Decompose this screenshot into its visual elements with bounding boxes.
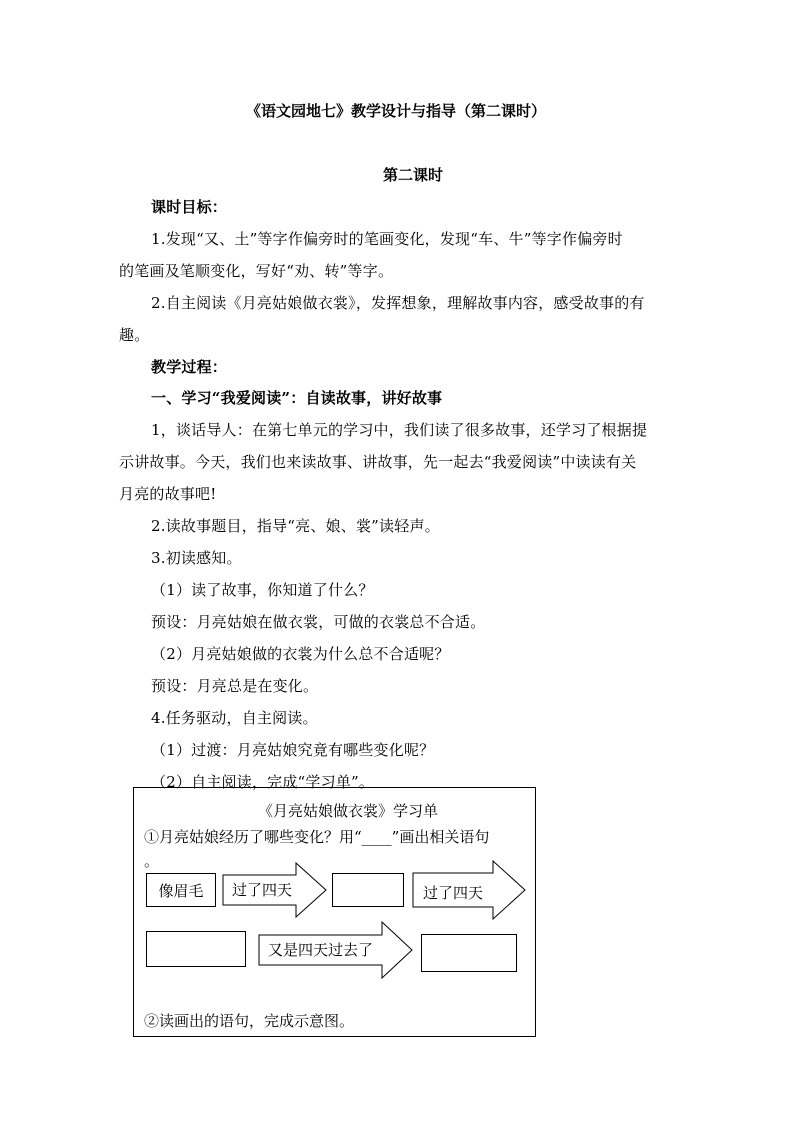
process-heading: 教学过程： [151,358,228,376]
goal-2-line-2: 趣。 [119,326,150,344]
document-title: 《语文园地七》教学设计与指导（第二课时） [246,102,547,120]
goal-1-line-2: 的笔画及笔顺变化，写好“劝、转”等字。 [119,262,394,280]
section-1-heading: 一、学习“我爱阅读”：自读故事，讲好故事 [151,389,443,407]
arrow-3-label: 又是四天过去了 [268,941,374,959]
lesson-subtitle: 第二课时 [383,166,444,184]
step-1-line-3: 月亮的故事吧! [119,485,217,503]
goal-1-line-1: 1.发现“又、土”等字作偏旁时的笔画变化，发现“车、牛”等字作偏旁时 [151,230,623,248]
worksheet-box [133,787,536,1037]
phase-box-eyebrow: 像眉毛 [146,873,216,907]
worksheet-question-2: ②读画出的语句，完成示意图。 [144,1012,355,1030]
step-1-line-2: 示讲故事。今天，我们也来读故事、讲故事，先一起去“我爱阅读”中读读有关 [119,453,637,471]
task-2: （2）自主阅读，完成“学习单”。 [151,773,375,791]
phase-box-4[interactable] [421,934,517,972]
step-1-line-1: 1，谈话导人：在第七单元的学习中，我们读了很多故事，还学习了根据提 [151,421,648,439]
worksheet-title: 《月亮姑娘做衣裳》学习单 [258,802,439,820]
question-2: （2）月亮姑娘做的衣裳为什么总不合适呢？ [151,645,450,663]
goals-heading: 课时目标： [151,198,228,216]
goal-2-line-1: 2.自主阅读《月亮姑娘做衣裳》，发挥想象，理解故事内容，感受故事的有 [151,294,645,312]
worksheet-question-1-end: 。 [144,852,160,870]
arrow-2-label: 过了四天 [423,884,484,902]
phase-box-2[interactable] [332,873,404,907]
worksheet-question-1: ①月亮姑娘经历了哪些变化？用“____”画出相关语句 [144,828,490,846]
step-3: 3.初读感知。 [151,549,242,567]
answer-1: 预设：月亮姑娘在做衣裳，可做的衣裳总不合适。 [151,613,486,631]
task-1: （1）过渡：月亮姑娘究竟有哪些变化呢？ [151,741,435,759]
answer-2: 预设：月亮总是在变化。 [151,677,319,695]
arrow-1-label: 过了四天 [232,881,293,899]
phase-box-3[interactable] [146,931,246,967]
question-1: （1）读了故事，你知道了什么？ [151,581,374,599]
step-4: 4.任务驱动，自主阅读。 [151,709,318,727]
step-2: 2.读故事题目，指导“亮、娘、裳”读轻声。 [151,517,440,535]
